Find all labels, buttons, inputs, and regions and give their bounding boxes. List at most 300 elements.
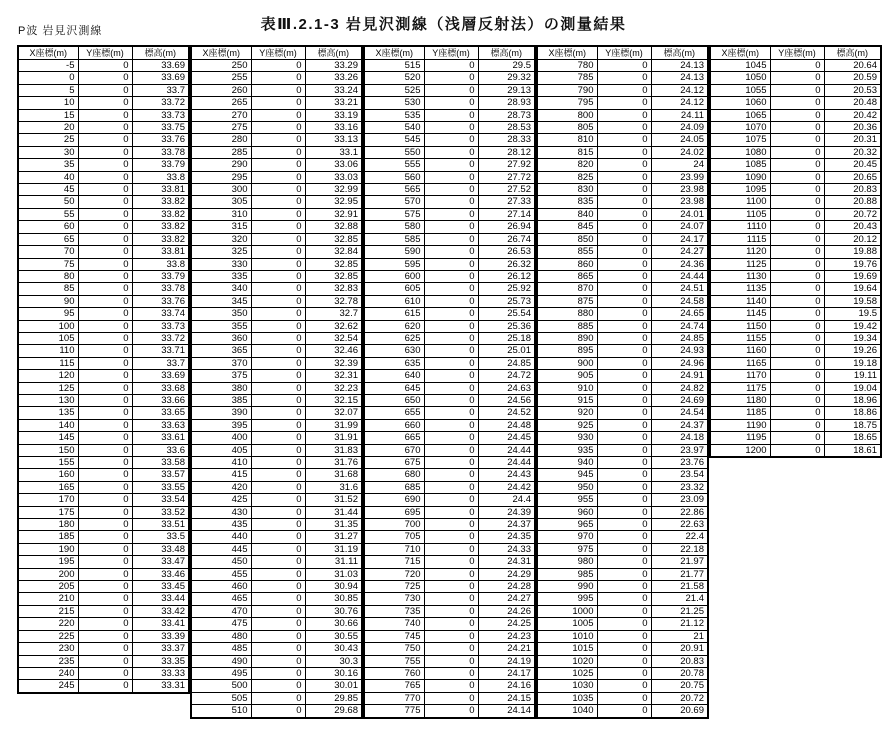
table-row: [710, 208, 881, 220]
y-coordinate-cell: 0: [770, 208, 824, 220]
table-row: [537, 122, 708, 134]
column-header: X座標(m): [710, 46, 770, 60]
table-row: [191, 469, 362, 481]
y-coordinate-cell: 0: [597, 283, 651, 295]
x-coordinate-cell: 1165: [710, 357, 770, 369]
y-coordinate-cell: 0: [424, 258, 478, 270]
table-row: [18, 581, 189, 593]
table-row: [191, 258, 362, 270]
x-coordinate-cell: 160: [18, 469, 78, 481]
y-coordinate-cell: 0: [251, 630, 305, 642]
table-row: [18, 221, 189, 233]
x-coordinate-cell: 970: [537, 531, 597, 543]
elevation-cell: 33.58: [132, 457, 189, 469]
elevation-cell: 19.04: [824, 382, 881, 394]
column-header: X座標(m): [364, 46, 424, 60]
table-row: [710, 432, 881, 444]
x-coordinate-cell: 770: [364, 692, 424, 704]
elevation-cell: 23.32: [651, 481, 708, 493]
x-coordinate-cell: 710: [364, 543, 424, 555]
table-row: [364, 109, 535, 121]
elevation-cell: 33.76: [132, 295, 189, 307]
x-coordinate-cell: 240: [18, 667, 78, 679]
elevation-cell: 20.69: [651, 705, 708, 718]
y-coordinate-cell: 0: [597, 72, 651, 84]
y-coordinate-cell: 0: [78, 246, 132, 258]
table-row: [537, 630, 708, 642]
y-coordinate-cell: 0: [770, 233, 824, 245]
table-row: [191, 171, 362, 183]
corner-label: P波 岩見沢測線: [18, 25, 103, 37]
y-coordinate-cell: 0: [597, 258, 651, 270]
elevation-cell: 33.69: [132, 370, 189, 382]
x-coordinate-cell: 670: [364, 444, 424, 456]
elevation-cell: 24.27: [478, 593, 535, 605]
elevation-cell: 33.71: [132, 345, 189, 357]
elevation-cell: 24.44: [478, 444, 535, 456]
y-coordinate-cell: 0: [78, 171, 132, 183]
y-coordinate-cell: 0: [424, 494, 478, 506]
x-coordinate-cell: 50: [18, 196, 78, 208]
elevation-cell: 33.63: [132, 419, 189, 431]
table-row: [710, 394, 881, 406]
table-row: [710, 258, 881, 270]
x-coordinate-cell: 685: [364, 481, 424, 493]
y-coordinate-cell: 0: [597, 308, 651, 320]
x-coordinate-cell: 575: [364, 208, 424, 220]
y-coordinate-cell: 0: [78, 233, 132, 245]
y-coordinate-cell: 0: [597, 419, 651, 431]
x-coordinate-cell: 230: [18, 643, 78, 655]
y-coordinate-cell: 0: [597, 382, 651, 394]
elevation-cell: 25.73: [478, 295, 535, 307]
x-coordinate-cell: 315: [191, 221, 251, 233]
y-coordinate-cell: 0: [251, 72, 305, 84]
y-coordinate-cell: 0: [770, 394, 824, 406]
y-coordinate-cell: 0: [424, 457, 478, 469]
table-row: [364, 680, 535, 692]
y-coordinate-cell: 0: [78, 84, 132, 96]
y-coordinate-cell: 0: [424, 357, 478, 369]
elevation-cell: 33.81: [132, 184, 189, 196]
y-coordinate-cell: 0: [597, 692, 651, 704]
x-coordinate-cell: 420: [191, 481, 251, 493]
elevation-cell: 33.69: [132, 60, 189, 72]
table-row: [710, 196, 881, 208]
y-coordinate-cell: 0: [770, 134, 824, 146]
x-coordinate-cell: 45: [18, 184, 78, 196]
y-coordinate-cell: 0: [597, 655, 651, 667]
elevation-cell: 33.78: [132, 283, 189, 295]
y-coordinate-cell: 0: [251, 332, 305, 344]
table-row: [710, 419, 881, 431]
table-row: [537, 705, 708, 718]
elevation-cell: 33.72: [132, 97, 189, 109]
elevation-cell: 28.53: [478, 122, 535, 134]
table-row: [537, 320, 708, 332]
elevation-cell: 26.53: [478, 246, 535, 258]
table-row: [710, 320, 881, 332]
table-row: [191, 332, 362, 344]
elevation-cell: 24.85: [651, 332, 708, 344]
table-row: [710, 97, 881, 109]
column-header: Y座標(m): [597, 46, 651, 60]
elevation-cell: 33.57: [132, 469, 189, 481]
x-coordinate-cell: 825: [537, 171, 597, 183]
y-coordinate-cell: 0: [770, 196, 824, 208]
x-coordinate-cell: 725: [364, 581, 424, 593]
x-coordinate-cell: 490: [191, 655, 251, 667]
x-coordinate-cell: 655: [364, 407, 424, 419]
header-row: [710, 46, 881, 60]
table-row: [191, 196, 362, 208]
elevation-cell: 20.83: [824, 184, 881, 196]
table-row: [710, 357, 881, 369]
x-coordinate-cell: 920: [537, 407, 597, 419]
elevation-cell: 33.31: [132, 680, 189, 693]
table-row: [18, 556, 189, 568]
elevation-cell: 23.09: [651, 494, 708, 506]
x-coordinate-cell: 805: [537, 122, 597, 134]
x-coordinate-cell: 80: [18, 270, 78, 282]
elevation-cell: 24.37: [478, 519, 535, 531]
x-coordinate-cell: 680: [364, 469, 424, 481]
y-coordinate-cell: 0: [424, 680, 478, 692]
y-coordinate-cell: 0: [770, 357, 824, 369]
y-coordinate-cell: 0: [251, 432, 305, 444]
x-coordinate-cell: 790: [537, 84, 597, 96]
table-row: [537, 643, 708, 655]
elevation-cell: 18.61: [824, 444, 881, 457]
y-coordinate-cell: 0: [424, 370, 478, 382]
elevation-cell: 24.14: [478, 705, 535, 718]
table-row: [364, 705, 535, 718]
elevation-cell: 32.78: [305, 295, 362, 307]
column-header: 標高(m): [305, 46, 362, 60]
elevation-cell: 20.78: [651, 667, 708, 679]
elevation-cell: 24.44: [478, 457, 535, 469]
table-row: [537, 134, 708, 146]
table-row: [18, 531, 189, 543]
x-coordinate-cell: 975: [537, 543, 597, 555]
x-coordinate-cell: 1170: [710, 370, 770, 382]
x-coordinate-cell: 735: [364, 605, 424, 617]
table-row: [191, 655, 362, 667]
y-coordinate-cell: 0: [770, 382, 824, 394]
x-coordinate-cell: 1030: [537, 680, 597, 692]
y-coordinate-cell: 0: [251, 109, 305, 121]
elevation-cell: 33.46: [132, 568, 189, 580]
table-row: [537, 345, 708, 357]
header-row: [18, 46, 189, 60]
x-coordinate-cell: 1085: [710, 159, 770, 171]
elevation-cell: 33.16: [305, 122, 362, 134]
y-coordinate-cell: 0: [78, 109, 132, 121]
y-coordinate-cell: 0: [424, 84, 478, 96]
table-row: [710, 270, 881, 282]
table-row: [537, 419, 708, 431]
elevation-cell: 32.39: [305, 357, 362, 369]
x-coordinate-cell: 610: [364, 295, 424, 307]
elevation-cell: 33.78: [132, 146, 189, 158]
elevation-cell: 30.94: [305, 581, 362, 593]
y-coordinate-cell: 0: [251, 568, 305, 580]
y-coordinate-cell: 0: [78, 122, 132, 134]
elevation-cell: 33.1: [305, 146, 362, 158]
table-row: [191, 308, 362, 320]
page-title: 表Ⅲ.2.1-3 岩見沢測線（浅層反射法）の測量結果: [260, 16, 627, 33]
y-coordinate-cell: 0: [78, 581, 132, 593]
y-coordinate-cell: 0: [597, 97, 651, 109]
y-coordinate-cell: 0: [770, 84, 824, 96]
table-row: [710, 345, 881, 357]
x-coordinate-cell: 30: [18, 146, 78, 158]
y-coordinate-cell: 0: [597, 432, 651, 444]
x-coordinate-cell: 625: [364, 332, 424, 344]
y-coordinate-cell: 0: [424, 221, 478, 233]
x-coordinate-cell: 835: [537, 196, 597, 208]
table-row: [364, 97, 535, 109]
elevation-cell: 24.82: [651, 382, 708, 394]
y-coordinate-cell: 0: [597, 109, 651, 121]
elevation-cell: 18.75: [824, 419, 881, 431]
x-coordinate-cell: 470: [191, 605, 251, 617]
table-row: [18, 97, 189, 109]
elevation-cell: 33.82: [132, 196, 189, 208]
x-coordinate-cell: 20: [18, 122, 78, 134]
y-coordinate-cell: 0: [78, 283, 132, 295]
y-coordinate-cell: 0: [770, 146, 824, 158]
x-coordinate-cell: 845: [537, 221, 597, 233]
elevation-cell: 26.94: [478, 221, 535, 233]
y-coordinate-cell: 0: [78, 531, 132, 543]
table-row: [537, 457, 708, 469]
y-coordinate-cell: 0: [251, 618, 305, 630]
elevation-cell: 24.33: [478, 543, 535, 555]
table-row: [537, 667, 708, 679]
elevation-cell: 20.42: [824, 109, 881, 121]
y-coordinate-cell: 0: [78, 457, 132, 469]
y-coordinate-cell: 0: [424, 171, 478, 183]
y-coordinate-cell: 0: [597, 208, 651, 220]
table-row: [537, 72, 708, 84]
y-coordinate-cell: 0: [597, 246, 651, 258]
table-row: [191, 345, 362, 357]
y-coordinate-cell: 0: [597, 171, 651, 183]
elevation-cell: 29.5: [478, 60, 535, 72]
elevation-cell: 32.88: [305, 221, 362, 233]
elevation-cell: 23.98: [651, 196, 708, 208]
elevation-cell: 19.64: [824, 283, 881, 295]
x-coordinate-cell: 345: [191, 295, 251, 307]
table-row: [537, 618, 708, 630]
elevation-cell: 24.19: [478, 655, 535, 667]
x-coordinate-cell: 545: [364, 134, 424, 146]
x-coordinate-cell: 305: [191, 196, 251, 208]
table-row: [364, 233, 535, 245]
y-coordinate-cell: 0: [597, 543, 651, 555]
table-row: [364, 469, 535, 481]
table-row: [191, 419, 362, 431]
y-coordinate-cell: 0: [78, 618, 132, 630]
x-coordinate-cell: 5: [18, 84, 78, 96]
table-row: [537, 370, 708, 382]
elevation-cell: 24.42: [478, 481, 535, 493]
y-coordinate-cell: 0: [251, 283, 305, 295]
x-coordinate-cell: 355: [191, 320, 251, 332]
elevation-cell: 20.48: [824, 97, 881, 109]
y-coordinate-cell: 0: [78, 258, 132, 270]
elevation-cell: 24.85: [478, 357, 535, 369]
y-coordinate-cell: 0: [770, 184, 824, 196]
elevation-cell: 19.69: [824, 270, 881, 282]
elevation-cell: 33.33: [132, 667, 189, 679]
y-coordinate-cell: 0: [251, 457, 305, 469]
table-row: [537, 171, 708, 183]
table-row: [191, 221, 362, 233]
y-coordinate-cell: 0: [78, 481, 132, 493]
elevation-cell: 24.52: [478, 407, 535, 419]
table-row: [364, 543, 535, 555]
elevation-cell: 33.37: [132, 643, 189, 655]
elevation-cell: 23.54: [651, 469, 708, 481]
table-row: [537, 531, 708, 543]
y-coordinate-cell: 0: [770, 432, 824, 444]
elevation-cell: 31.27: [305, 531, 362, 543]
elevation-cell: 33.82: [132, 208, 189, 220]
table-row: [537, 481, 708, 493]
x-coordinate-cell: 1195: [710, 432, 770, 444]
elevation-cell: 30.43: [305, 643, 362, 655]
y-coordinate-cell: 0: [770, 270, 824, 282]
table-row: [18, 246, 189, 258]
table-row: [537, 357, 708, 369]
x-coordinate-cell: 820: [537, 159, 597, 171]
elevation-cell: 24.28: [478, 581, 535, 593]
x-coordinate-cell: 10: [18, 97, 78, 109]
table-row: [364, 84, 535, 96]
y-coordinate-cell: 0: [78, 494, 132, 506]
x-coordinate-cell: 850: [537, 233, 597, 245]
x-coordinate-cell: 525: [364, 84, 424, 96]
elevation-cell: 32.85: [305, 233, 362, 245]
table-row: [537, 60, 708, 72]
x-coordinate-cell: 340: [191, 283, 251, 295]
y-coordinate-cell: 0: [770, 320, 824, 332]
table-row: [191, 246, 362, 258]
elevation-cell: 26.32: [478, 258, 535, 270]
table-row: [364, 394, 535, 406]
x-coordinate-cell: 1020: [537, 655, 597, 667]
y-coordinate-cell: 0: [424, 109, 478, 121]
y-coordinate-cell: 0: [597, 680, 651, 692]
elevation-cell: 24.65: [651, 308, 708, 320]
elevation-cell: 27.33: [478, 196, 535, 208]
table-row: [191, 581, 362, 593]
y-coordinate-cell: 0: [78, 208, 132, 220]
x-coordinate-cell: 740: [364, 618, 424, 630]
elevation-cell: 30.76: [305, 605, 362, 617]
y-coordinate-cell: 0: [597, 705, 651, 718]
x-coordinate-cell: 440: [191, 531, 251, 543]
table-row: [710, 444, 881, 457]
y-coordinate-cell: 0: [597, 357, 651, 369]
table-row: [537, 605, 708, 617]
elevation-cell: 24.96: [651, 357, 708, 369]
table-row: [18, 370, 189, 382]
table-row: [364, 618, 535, 630]
y-coordinate-cell: 0: [597, 531, 651, 543]
elevation-cell: 19.11: [824, 370, 881, 382]
table-row: [364, 457, 535, 469]
y-coordinate-cell: 0: [424, 432, 478, 444]
elevation-cell: 32.91: [305, 208, 362, 220]
table-row: [364, 60, 535, 72]
y-coordinate-cell: 0: [251, 469, 305, 481]
elevation-cell: 33.26: [305, 72, 362, 84]
elevation-cell: 20.83: [651, 655, 708, 667]
elevation-cell: 20.45: [824, 159, 881, 171]
elevation-cell: 22.86: [651, 506, 708, 518]
x-coordinate-cell: 255: [191, 72, 251, 84]
x-coordinate-cell: 1025: [537, 667, 597, 679]
table-row: [364, 208, 535, 220]
elevation-cell: 24.23: [478, 630, 535, 642]
x-coordinate-cell: 430: [191, 506, 251, 518]
table-row: [364, 184, 535, 196]
elevation-cell: 32.85: [305, 270, 362, 282]
table-row: [18, 407, 189, 419]
table-row: [18, 308, 189, 320]
table-row: [364, 171, 535, 183]
y-coordinate-cell: 0: [251, 171, 305, 183]
table-row: [18, 519, 189, 531]
x-coordinate-cell: 455: [191, 568, 251, 580]
table-row: [191, 432, 362, 444]
y-coordinate-cell: 0: [251, 308, 305, 320]
x-coordinate-cell: 650: [364, 394, 424, 406]
elevation-cell: 24.16: [478, 680, 535, 692]
x-coordinate-cell: 280: [191, 134, 251, 146]
y-coordinate-cell: 0: [251, 60, 305, 72]
y-coordinate-cell: 0: [597, 556, 651, 568]
elevation-cell: 32.23: [305, 382, 362, 394]
x-coordinate-cell: 1115: [710, 233, 770, 245]
y-coordinate-cell: 0: [78, 196, 132, 208]
elevation-cell: 24.72: [478, 370, 535, 382]
table-row: [710, 407, 881, 419]
y-coordinate-cell: 0: [424, 556, 478, 568]
elevation-cell: 33.73: [132, 109, 189, 121]
y-coordinate-cell: 0: [251, 221, 305, 233]
table-row: [537, 332, 708, 344]
elevation-cell: 33.65: [132, 407, 189, 419]
y-coordinate-cell: 0: [597, 60, 651, 72]
table-row: [364, 630, 535, 642]
elevation-cell: 33.42: [132, 605, 189, 617]
table-row: [191, 630, 362, 642]
x-coordinate-cell: 730: [364, 593, 424, 605]
table-row: [191, 233, 362, 245]
y-coordinate-cell: 0: [251, 184, 305, 196]
y-coordinate-cell: 0: [770, 370, 824, 382]
x-coordinate-cell: 105: [18, 332, 78, 344]
elevation-cell: 24.43: [478, 469, 535, 481]
x-coordinate-cell: 1135: [710, 283, 770, 295]
table-row: [191, 618, 362, 630]
x-coordinate-cell: 990: [537, 581, 597, 593]
table-row: [537, 84, 708, 96]
